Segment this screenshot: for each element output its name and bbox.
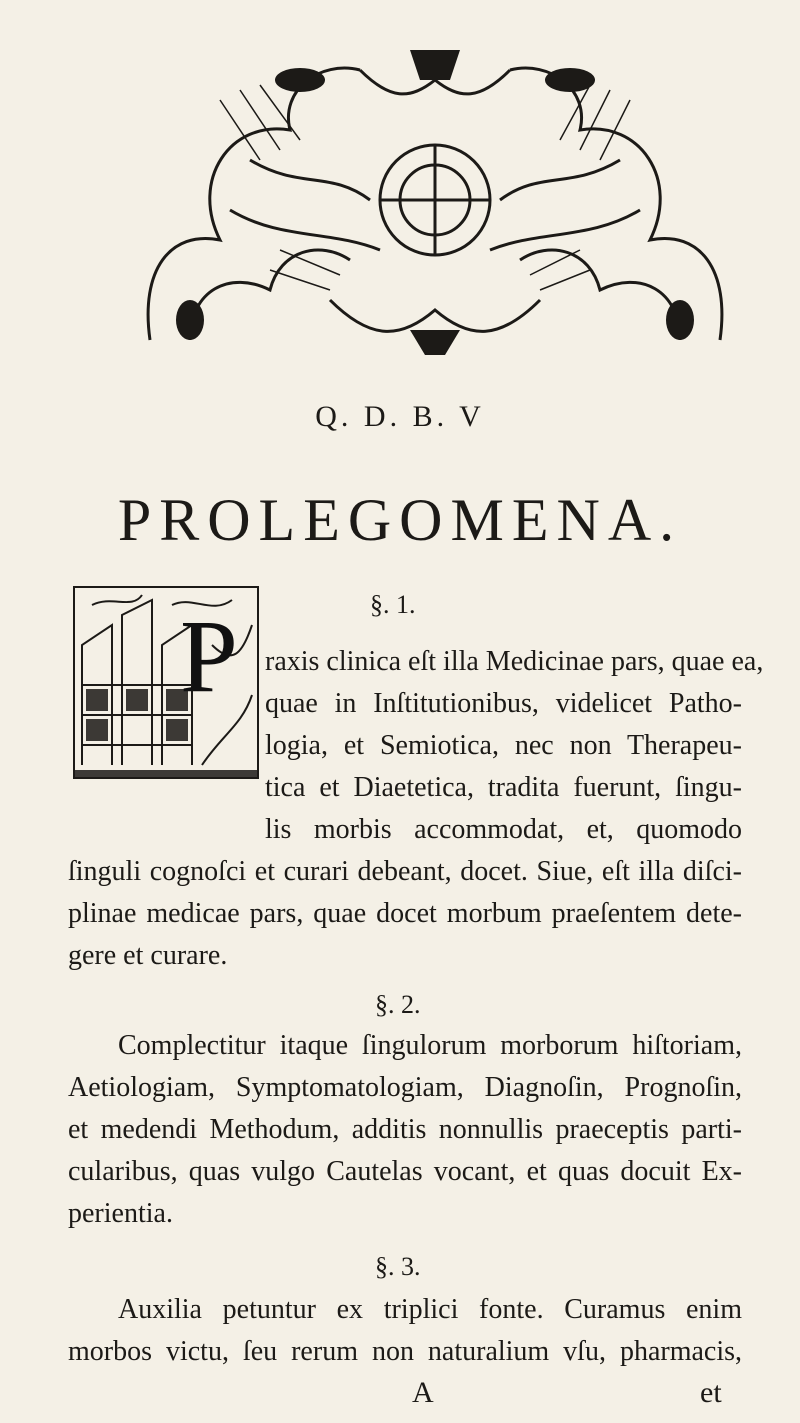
text-line: plinae medicae pars, quae docet morbum praeſentem dete- bbox=[68, 898, 742, 929]
text-line: raxis clinica eſt illa Medicinae pars, quae ea, bbox=[265, 646, 764, 677]
section-1-mark: §. 1. bbox=[370, 590, 416, 619]
text-line: cularibus, quas vulgo Cautelas vocant, et quas docuit Ex- bbox=[68, 1156, 742, 1187]
drop-cap-initial: P bbox=[180, 599, 238, 714]
page-title: PROLEGOMENA. bbox=[117, 487, 683, 553]
headpiece-ornament bbox=[130, 40, 740, 360]
text-line: gere et curare. bbox=[68, 940, 228, 971]
text-line: et medendi Methodum, additis nonnullis praeceptis parti- bbox=[68, 1114, 742, 1145]
text-line: Aetiologiam, Symptomatologiam, Diagnoſin, Prognoſin, bbox=[68, 1072, 742, 1103]
signature-mark: Q. D. B. V bbox=[315, 400, 485, 433]
section-3-mark: §. 3. bbox=[375, 1252, 421, 1281]
text-line: morbos victu, ſeu rerum non naturalium vſu, pharmacis, bbox=[68, 1336, 742, 1367]
signature-letter: A bbox=[412, 1376, 434, 1409]
text-line: quae in Inſtitutionibus, videlicet Patho- bbox=[265, 688, 742, 719]
text-line: perientia. bbox=[68, 1198, 173, 1229]
section-2-mark: §. 2. bbox=[375, 990, 421, 1019]
text-line: Complectitur itaque ſingulorum morborum hiſtoriam, bbox=[118, 1030, 742, 1061]
text-line: ſinguli cognoſci et curari debeant, docet. Siue, eſt illa diſci- bbox=[68, 856, 742, 887]
text-line: Auxilia petuntur ex triplici fonte. Curamus enim bbox=[118, 1294, 742, 1325]
text-line: logia, et Semiotica, nec non Therapeu- bbox=[265, 730, 742, 761]
catchword: et bbox=[700, 1376, 722, 1409]
text-line: tica et Diaetetica, tradita fuerunt, ſingu- bbox=[265, 772, 742, 803]
text-line: lis morbis accommodat, et, quomodo bbox=[265, 814, 742, 845]
